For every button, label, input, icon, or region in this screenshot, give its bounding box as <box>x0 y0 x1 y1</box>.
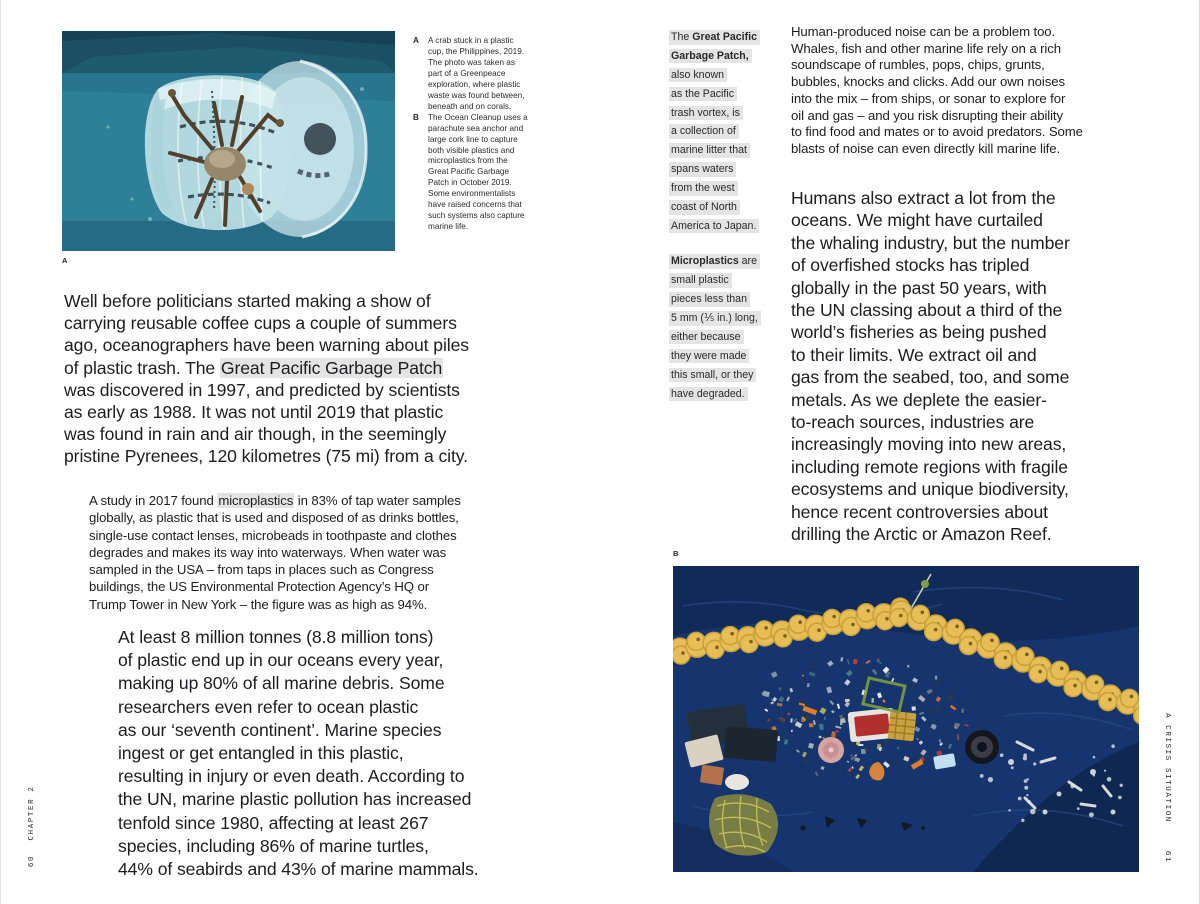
glossary-line: The Great Pacific <box>669 30 789 45</box>
caption-text: A crab stuck in a plastic cup, the Philippines, 2019. The photo was taken as part of a Greenpeace exploration, where plastic waste was found between, beneath and on corals. <box>428 36 525 111</box>
photo-a-label: A <box>62 256 68 265</box>
glossary-line: coast of North <box>669 200 789 215</box>
paragraph-tap-water-study: A study in 2017 found microplastics in 83% of tap water samples globally, as plastic that is used and disposed of as drinks bottles, single-use contact lenses, microbeads in toothpaste and clothes degrades and makes its way into waterways. When water was sampled in the USA – from taps in places such as Congress buildings, the US Environmental Protection Agency’s HQ or Trump Tower in New York – the figure was as high as 94%. <box>89 493 461 612</box>
caption-item <box>413 113 583 233</box>
page-number-right: 61 <box>1163 850 1171 864</box>
caption-letter: A <box>413 36 419 45</box>
glossary-line: marine litter that <box>669 143 789 158</box>
glossary-line: Microplastics are <box>669 254 789 269</box>
photo-crab-in-plastic-cup <box>62 31 395 251</box>
caption-text: The Ocean Cleanup uses a parachute sea anchor and large cork line to capture both visible plastics and microplastics from the Great Pacific Garbage Patch in October 2019. Some environmentalists have raised concerns that such systems also capture marine life. <box>428 112 528 232</box>
paragraph-intro: Well before politicians started making a show of carrying reusable coffee cups a couple of summers ago, oceanographers have been warning about piles of plastic trash. The Great Pacific Garbage Patch was discovered in 1997, and predicted by scientists as early as 1988. It was not until 2019 that plastic was found in rain and air though, in the seemingly pristine Pyrenees, 120 kilometres (75 mi) from a city. <box>64 291 469 467</box>
glossary-line: also known <box>669 68 789 83</box>
glossary-entry <box>669 254 789 401</box>
paragraph-ocean-noise: Human-produced noise can be a problem too. Whales, fish and other marine life rely on a rich soundscape of rumbles, pops, chips, grunts, bubbles, knocks and clicks. Add our own noises into the mix – from ships, or sonar to explore for oil and gas – and you risk disrupting their ability to find food and mates or to avoid predators. Some blasts of noise can even directly kill marine life. <box>791 24 1083 156</box>
chapter-margin-note: CHAPTER 2 <box>28 785 36 841</box>
glossary-line: Garbage Patch, <box>669 49 789 64</box>
glossary-sidebar <box>669 30 789 422</box>
glossary-line: spans waters <box>669 162 789 177</box>
glossary-line: have degraded. <box>669 387 789 402</box>
glossary-line: 5 mm (⅕ in.) long, <box>669 311 789 326</box>
glossary-line: America to Japan. <box>669 219 789 234</box>
paragraph-ocean-extraction: Humans also extract a lot from the oceans. We might have curtailed the whaling industry, but the number of overfished stocks has tripled globally in the past 50 years, with the UN classing about a third of the world’s fisheries as being pushed to their limits. We extract oil and gas from the seabed, too, and some metals. As we deplete the easier- to-reach sources, industries are increasingly moving into new areas, including remote regions with fragile ecosystems and unique biodiversity, hence recent controversies about drilling the Arctic or Amazon Reef. <box>791 188 1070 545</box>
glossary-line: this small, or they <box>669 368 789 383</box>
glossary-line: from the west <box>669 181 789 196</box>
glossary-line: small plastic <box>669 273 789 288</box>
photo-captions <box>413 36 583 233</box>
underwater-crab-illustration <box>62 31 395 251</box>
glossary-line: a collection of <box>669 124 789 139</box>
glossary-line: they were made <box>669 349 789 364</box>
glossary-entry <box>669 30 789 233</box>
caption-letter: B <box>413 112 419 122</box>
photo-ocean-cleanup-barrier <box>673 566 1139 872</box>
glossary-line: either because <box>669 330 789 345</box>
paragraph-ocean-plastic: At least 8 million tonnes (8.8 million tons) of plastic end up in our oceans every year, making up 80% of all marine debris. Some researchers even refer to ocean plastic as our ‘seventh continent’. Marine species ingest or get entangled in this plastic, resulting in injury or even death. According to the UN, marine plastic pollution has increased tenfold since 1980, affecting at least 267 species, including 86% of marine turtles, 44% of seabirds and 43% of marine mammals. <box>118 627 479 880</box>
glossary-line: pieces less than <box>669 292 789 307</box>
glossary-line: as the Pacific <box>669 87 789 102</box>
page-number-left: 60 <box>28 854 36 868</box>
photo-b-label: B <box>673 549 679 558</box>
section-margin-note: A CRISIS SITUATION <box>1163 713 1171 823</box>
glossary-line: trash vortex, is <box>669 106 789 121</box>
caption-item <box>413 36 583 113</box>
ocean-cleanup-illustration <box>673 566 1139 872</box>
